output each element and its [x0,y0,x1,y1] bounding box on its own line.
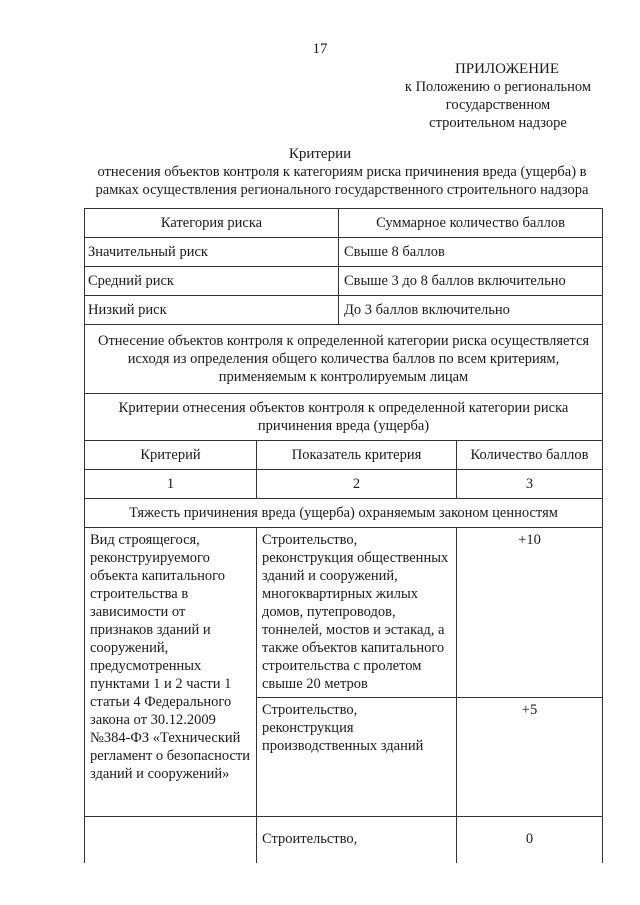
risk-row [85,267,603,296]
risk-note: Отнесение объектов контроля к определенной категории риска осуществляется исходя из определения общего количества баллов по всем критериям, применяемым к контролируемым лицам [85,325,603,394]
risk-category-header: Категория риска [85,209,339,238]
risk-points-cell: Свыше 8 баллов [339,238,603,267]
risk-total-header: Суммарное количество баллов [339,209,603,238]
appendix-title: ПРИЛОЖЕНИЕ [454,61,560,77]
risk-points-cell: Свыше 3 до 8 баллов включительно [339,267,603,296]
appendix-header [388,60,608,132]
document-title: Критерии [288,146,352,162]
criteria-header-row [85,441,603,470]
indicator-cell: Строительство, реконструкция производственных зданий [257,697,457,816]
points-cell: +5 [457,697,603,816]
risk-category-cell: Средний риск [85,267,339,296]
column-number-2: 2 [257,470,457,499]
indicator-cell: Строительство, реконструкция общественных зданий и сооружений, многоквартирных жилых домов, путепроводов, тоннелей, мостов и эстакад, а также объектов капитального строительства с пролетом свыше 20 метров [257,528,457,698]
appendix-line-2: государственном [445,97,551,113]
section-row [85,499,603,528]
column-number-3: 3 [457,470,603,499]
criteria-title-row [85,394,603,441]
risk-category-cell: Значительный риск [85,238,339,267]
risk-points-cell: До 3 баллов включительно [339,296,603,325]
section-title: Тяжесть причинения вреда (ущерба) охраняемым законом ценностям [85,499,603,528]
risk-row [85,238,603,267]
criterion-row [85,817,603,864]
document-subtitle: отнесения объектов контроля к категориям риска причинения вреда (ущерба) в рамках осуществления регионального государственного строительного надзора [95,164,589,198]
criteria-table [84,208,603,863]
criterion-header: Критерий [85,441,257,470]
criterion-text-empty [85,817,257,864]
indicator-header: Показатель критерия [257,441,457,470]
column-number-1: 1 [85,470,257,499]
appendix-line-3: строительном надзоре [429,115,567,131]
criteria-title: Критерии отнесения объектов контроля к определенной категории риска причинения вреда (ущерба) [85,394,603,441]
page-number: 17 [312,41,328,57]
risk-note-row [85,325,603,394]
column-number-row [85,470,603,499]
points-header: Количество баллов [457,441,603,470]
risk-category-cell: Низкий риск [85,296,339,325]
criterion-row [85,528,603,698]
points-cell: 0 [457,817,603,864]
risk-row [85,296,603,325]
risk-header-row [85,209,603,238]
indicator-cell: Строительство, [257,817,457,864]
points-cell: +10 [457,528,603,698]
criterion-text: Вид строящегося, реконструируемого объекта капитального строительства в зависимости от признаков зданий и сооружений, предусмотренных пунктами 1 и 2 части 1 статьи 4 Федерального закона от 30.12.2009 №384-ФЗ «Технический регламент о безопасности зданий и сооружений» [85,528,257,817]
appendix-line-1: к Положению о региональном [404,79,592,95]
